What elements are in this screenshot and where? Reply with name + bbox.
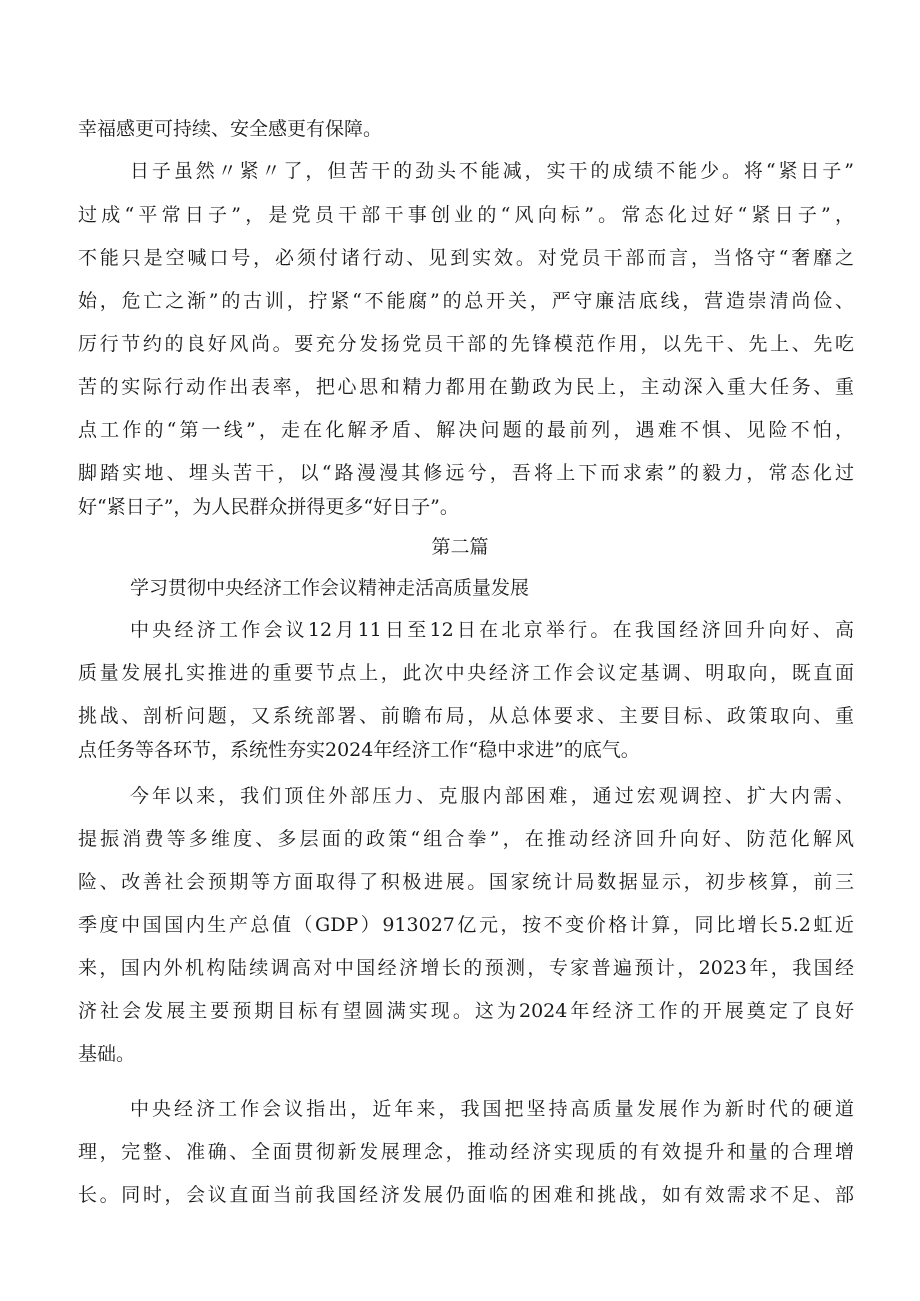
paragraph-line: 济社会发展主要预期目标有望圆满实现。这为2024年经济工作的开展奠定了良好 xyxy=(78,1000,854,1022)
article-title: 学习贯彻中央经济工作会议精神走活高质量发展 xyxy=(130,577,530,599)
paragraph-line: 挑战、剖析问题，又系统部署、前瞻布局，从总体要求、主要目标、政策取向、重 xyxy=(78,705,854,727)
paragraph-line: 季度中国国内生产总值（GDP）913027亿元，按不变价格计算，同比增长5.2虹近 xyxy=(78,914,854,936)
paragraph-line: 苦的实际行动作出表率，把心思和精力都用在勤政为民上，主动深入重大任务、重 xyxy=(78,376,854,398)
paragraph-line: 今年以来，我们顶住外部压力、克服内部困难，通过宏观调控、扩大内需、 xyxy=(130,785,854,807)
paragraph-line: 幸福感更可持续、安全感更有保障。 xyxy=(78,118,383,140)
paragraph-line: 过成“平常日子”，是党员干部干事创业的“风向标”。常态化过好“紧日子”， xyxy=(78,204,854,226)
paragraph-line: 基础。 xyxy=(78,1043,136,1065)
paragraph-line: 好“紧日子”，为人民群众拼得更多“好日子”。 xyxy=(78,496,459,518)
paragraph-line: 险、改善社会预期等方面取得了积极进展。国家统计局数据显示，初步核算，前三 xyxy=(78,871,854,893)
paragraph-line: 来，国内外机构陆续调高对中国经济增长的预测，专家普遍预计，2023年，我国经 xyxy=(78,957,854,979)
paragraph-line: 点任务等各环节，系统性夯实2024年经济工作“稳中求进”的底气。 xyxy=(78,739,640,761)
paragraph-line: 厉行节约的良好风尚。要充分发扬党员干部的先锋模范作用，以先干、先上、先吃 xyxy=(78,333,854,355)
paragraph-line: 点工作的“第一线”，走在化解矛盾、解决问题的最前列，遇难不惧、见险不怕， xyxy=(78,419,854,441)
paragraph-line: 不能只是空喊口号，必须付诸行动、见到实效。对党员干部而言，当恪守“奢靡之 xyxy=(78,247,854,269)
paragraph-line: 脚踏实地、埋头苦干，以“路漫漫其修远兮，吾将上下而求索”的毅力，常态化过 xyxy=(78,462,854,484)
paragraph-line: 质量发展扎实推进的重要节点上，此次中央经济工作会议定基调、明取向，既直面 xyxy=(78,662,854,684)
paragraph-line: 长。同时，会议直面当前我国经济发展仍面临的困难和挑战，如有效需求不足、部 xyxy=(78,1184,854,1206)
paragraph-line: 中央经济工作会议指出，近年来，我国把坚持高质量发展作为新时代的硬道 xyxy=(130,1098,854,1120)
paragraph-line: 理，完整、准确、全面贯彻新发展理念，推动经济实现质的有效提升和量的合理增 xyxy=(78,1141,854,1163)
paragraph-line: 始，危亡之渐”的古训，拧紧“不能腐”的总开关，严守廉洁底线，营造崇清尚俭、 xyxy=(78,290,854,312)
paragraph-line: 提振消费等多维度、多层面的政策“组合拳”，在推动经济回升向好、防范化解风 xyxy=(78,828,854,850)
paragraph-line: 日子虽然〃紧〃了，但苦干的劲头不能减，实干的成绩不能少。将“紧日子” xyxy=(130,160,854,182)
section-heading: 第二篇 xyxy=(431,536,489,558)
paragraph-line: 中央经济工作会议12月11日至12日在北京举行。在我国经济回升向好、高 xyxy=(130,619,854,641)
